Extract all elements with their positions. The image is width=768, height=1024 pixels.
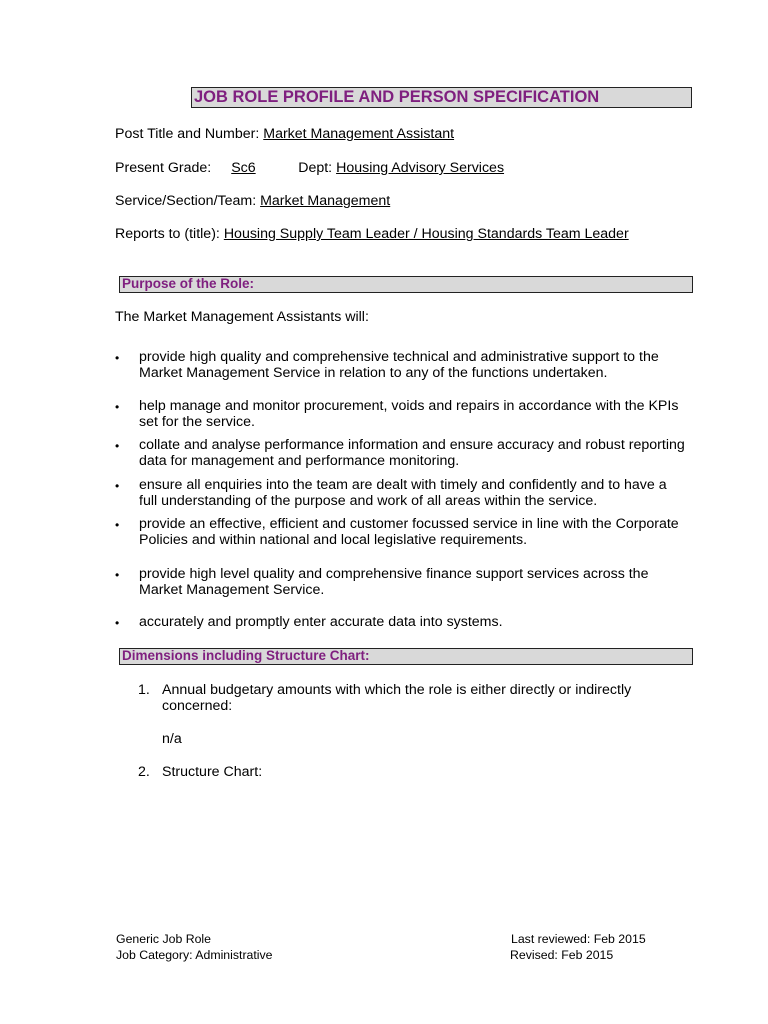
bullet-marker: • [115, 400, 120, 414]
footer-last-reviewed: Last reviewed: Feb 2015 [511, 932, 646, 946]
post-title-value: Market Management Assistant [263, 126, 455, 142]
list-item: provide an effective, efficient and customer focussed service in line with the Corporate Policies and within national and local legislative requirements. [139, 516, 679, 548]
budget-answer: n/a [162, 731, 182, 747]
post-title-label: Post Title and Number: [115, 126, 264, 142]
footer-job-category: Job Category: Administrative [116, 948, 273, 962]
item-number: 1. [138, 682, 150, 698]
service-row [115, 193, 390, 209]
document-title: JOB ROLE PROFILE AND PERSON SPECIFICATION [191, 87, 692, 108]
list-item: provide high level quality and comprehensive finance support services across the Market Management Service. [139, 566, 649, 598]
purpose-heading: Purpose of the Role: [119, 276, 693, 293]
grade-label: Present Grade: [115, 160, 212, 176]
list-item: collate and analyse performance information and ensure accuracy and robust reporting data for management and performance monitoring. [139, 437, 685, 469]
reports-row [115, 226, 629, 242]
bullet-marker: • [115, 439, 120, 453]
list-item: help manage and monitor procurement, voids and repairs in accordance with the KPIs set for the service. [139, 398, 679, 430]
item-number: 2. [138, 764, 150, 780]
reports-label: Reports to (title): [115, 226, 224, 242]
dimension-item: Structure Chart: [162, 764, 263, 780]
footer-revised: Revised: Feb 2015 [510, 948, 614, 962]
purpose-intro: The Market Management Assistants will: [115, 309, 369, 325]
reports-value: Housing Supply Team Leader / Housing Standards Team Leader [223, 226, 629, 242]
list-item: accurately and promptly enter accurate data into systems. [139, 614, 503, 630]
service-label: Service/Section/Team: [115, 193, 261, 209]
bullet-marker: • [115, 351, 120, 365]
bullet-marker: • [115, 616, 120, 630]
dept-label: Dept: [298, 160, 337, 176]
dimensions-heading: Dimensions including Structure Chart: [119, 648, 693, 665]
footer-job-role: Generic Job Role [116, 932, 212, 946]
post-title-row [115, 126, 454, 142]
grade-value: Sc6 [231, 160, 256, 176]
dimension-item: Annual budgetary amounts with which the role is either directly or indirectly concerned: [162, 682, 632, 714]
service-value: Market Management [260, 193, 391, 209]
dept-value: Housing Advisory Services [336, 160, 505, 176]
list-item: ensure all enquiries into the team are dealt with timely and confidently and to have a full understanding of the purpose and work of all areas within the service. [139, 477, 667, 509]
grade-row [115, 160, 504, 176]
bullet-marker: • [115, 479, 120, 493]
list-item: provide high quality and comprehensive technical and administrative support to the Market Management Service in relation to any of the functions undertaken. [139, 349, 659, 381]
bullet-marker: • [115, 568, 120, 582]
bullet-marker: • [115, 518, 120, 532]
